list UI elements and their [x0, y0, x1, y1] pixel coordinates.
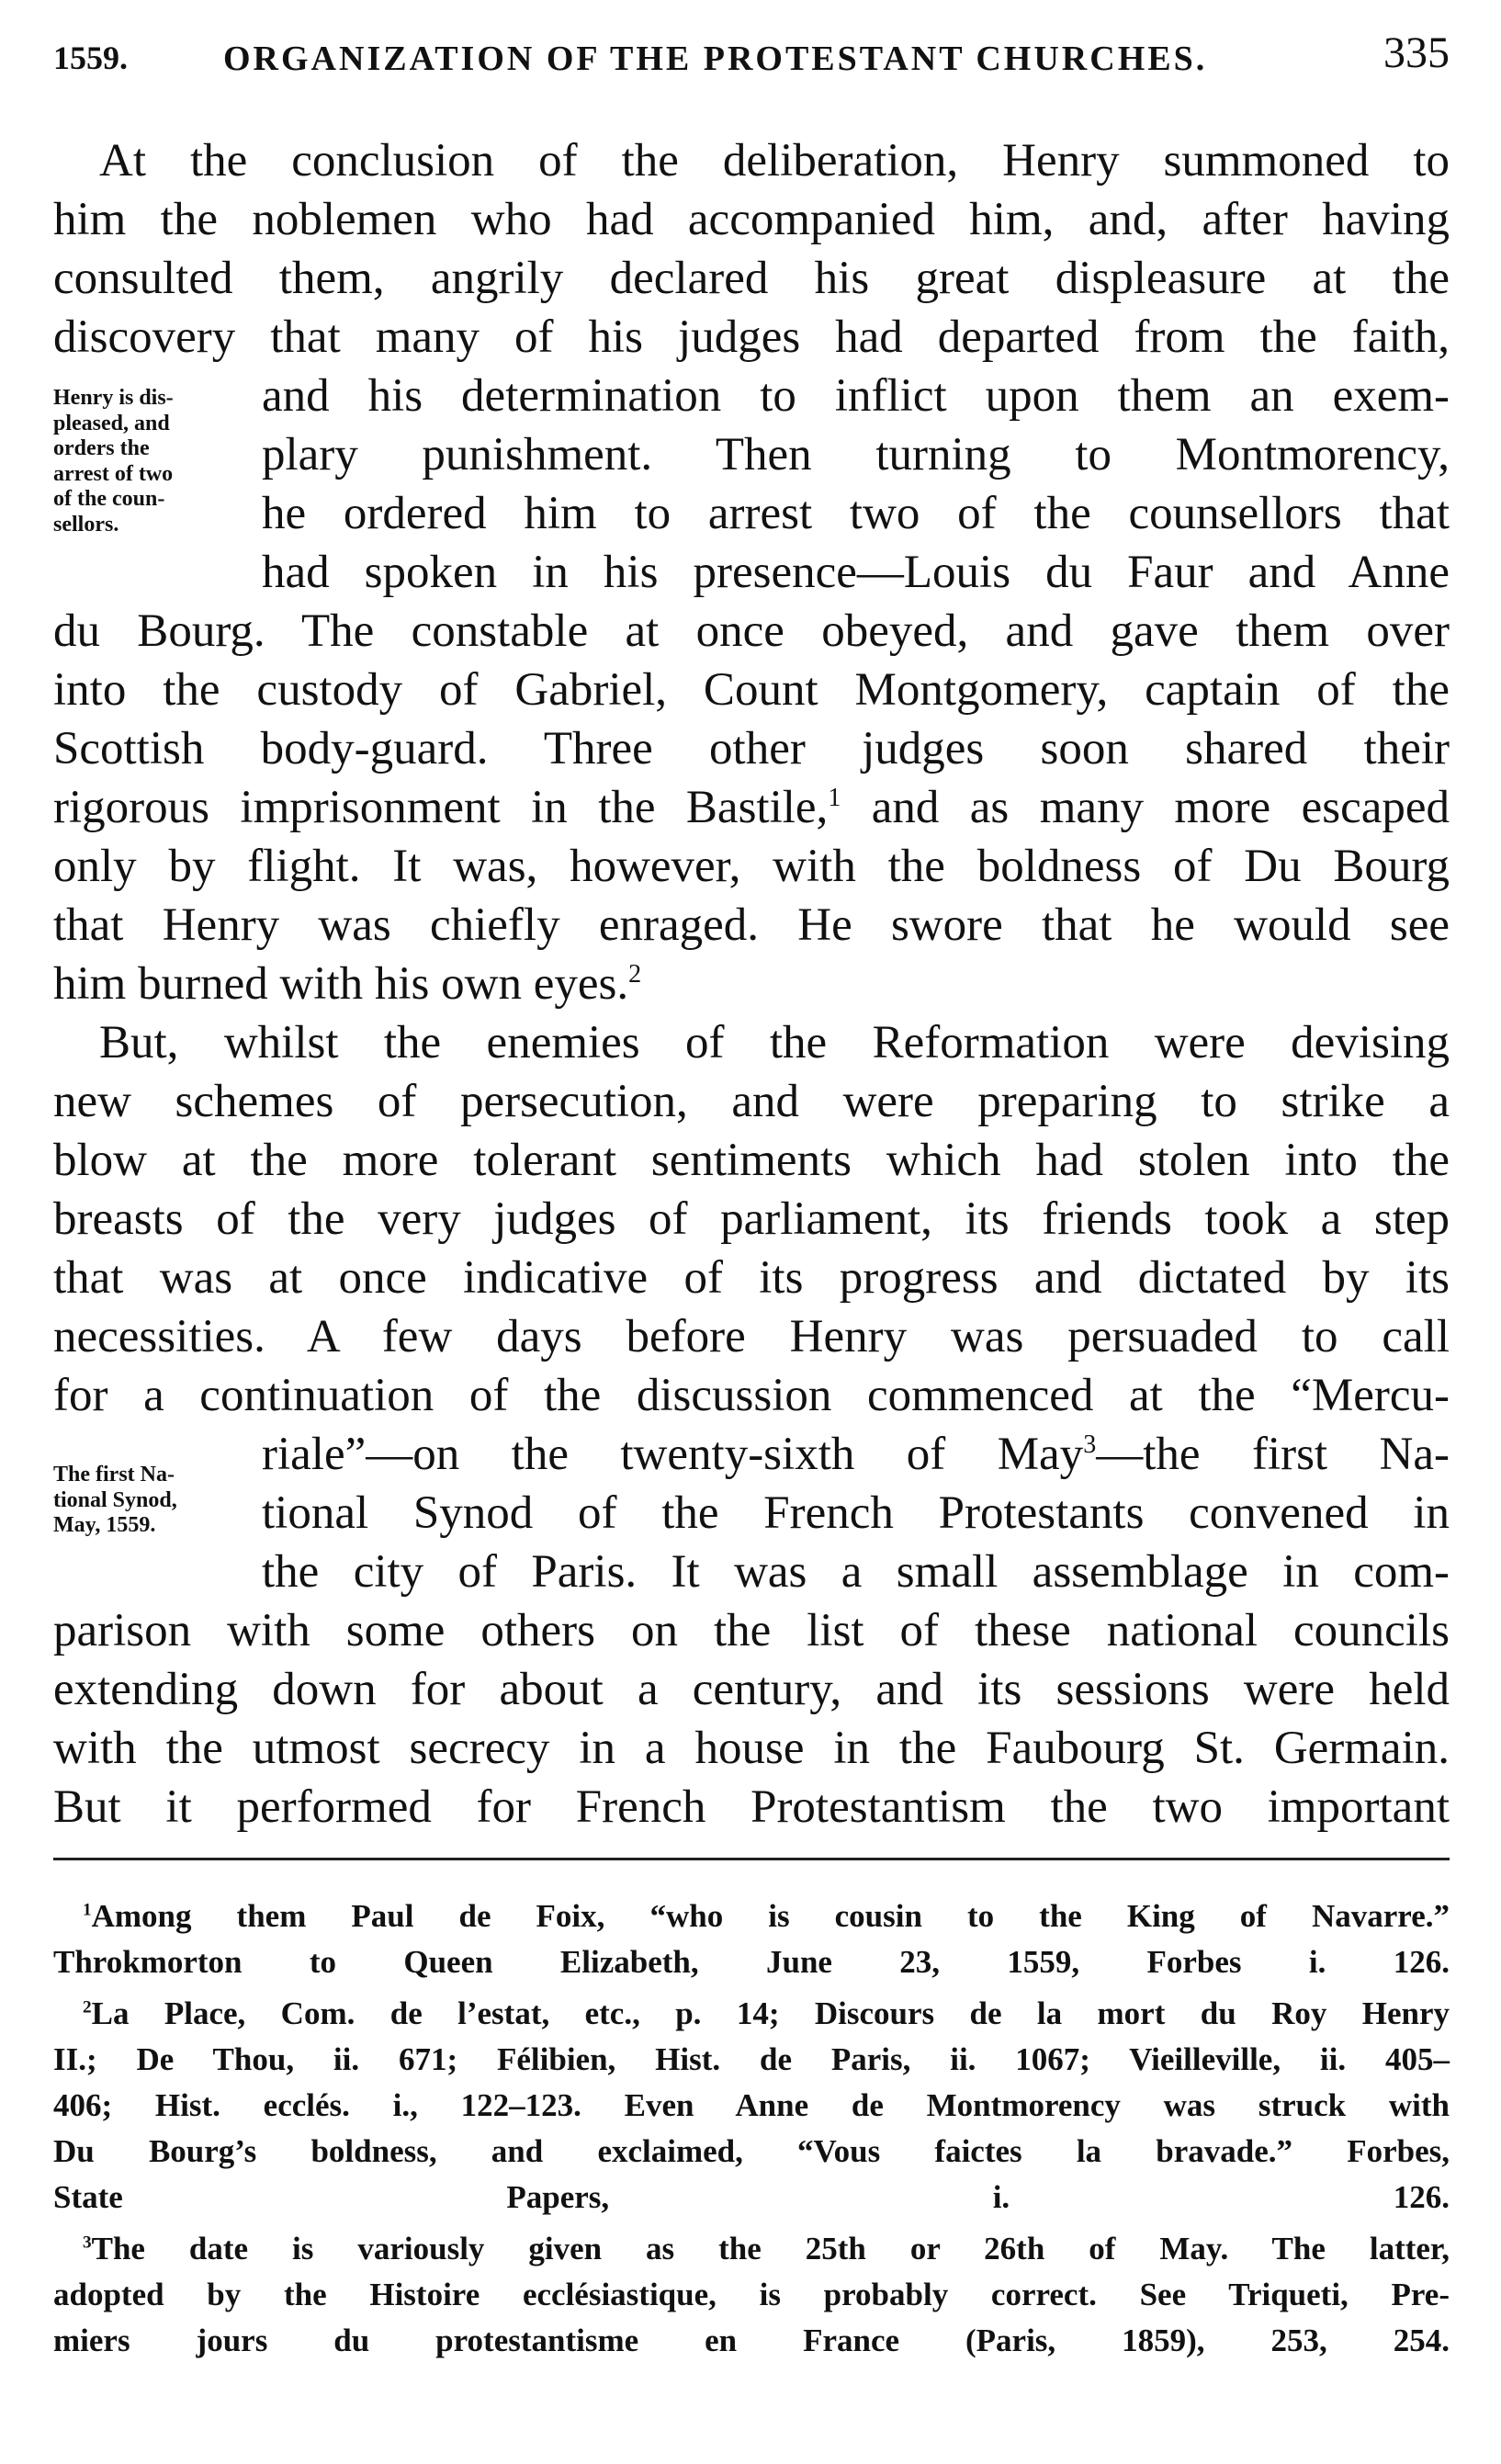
margin-note-line: arrest of two	[53, 461, 174, 486]
footnote-line	[83, 2232, 1450, 2265]
body-line: consulted them, angrily declared his great displeasure at the	[53, 253, 1450, 304]
body-line: breasts of the very judges of parliament, its friends took a step	[53, 1193, 1450, 1245]
body-line	[53, 958, 1450, 1010]
margin-note-line: pleased, and	[53, 411, 170, 435]
body-line: only by flight. It was, however, with the boldness of Du Bourg	[53, 841, 1450, 892]
margin-note	[53, 1463, 177, 1539]
body-line: that Henry was chiefly enraged. He swore that he would see	[53, 899, 1450, 951]
body-line: parison with some others on the list of these national councils	[53, 1605, 1450, 1656]
running-header	[53, 28, 1450, 83]
body-line: du Bourg. The constable at once obeyed, and gave them over	[53, 605, 1450, 657]
footnote-ref: 1	[828, 784, 841, 812]
body-line: into the custody of Gabriel, Count Montgomery, captain of the	[53, 664, 1450, 716]
footnote-text: La Place, Com. de l’estat, etc., p. 14; Discours de la mort du Roy Henry	[91, 1995, 1450, 2031]
footnote-text: Among them Paul de Foix, “who is cousin to the King of Navarre.”	[91, 1898, 1450, 1934]
body-line: blow at the more tolerant sentiments which had stolen into the	[53, 1135, 1450, 1186]
page-number: 335	[1383, 28, 1450, 77]
footnote-ref: 2	[628, 960, 642, 989]
body-line: Scottish body-guard. Three other judges soon shared their	[53, 723, 1450, 774]
body-line: discovery that many of his judges had departed from the faith,	[53, 311, 1450, 363]
body-line: tional Synod of the French Protestants convened in	[262, 1487, 1450, 1539]
body-text-run: him burned with his own eyes.	[53, 958, 629, 1010]
body-line: he ordered him to arrest two of the counsellors that	[262, 488, 1450, 539]
margin-note-line: The first Na-	[53, 1463, 175, 1486]
footnote-mark: 2	[83, 1997, 92, 2018]
footnote-mark: 1	[83, 1900, 92, 1920]
header-year: 1559.	[53, 40, 128, 76]
body-line: But it performed for French Protestantism the two important	[53, 1781, 1450, 1833]
footnote-line	[83, 1900, 1450, 1932]
footnote-line: State Papers, i. 126.	[53, 2179, 1450, 2215]
margin-note-line: of the coun-	[53, 487, 165, 512]
body-line	[53, 782, 1450, 833]
footnote-line: adopted by the Histoire ecclésiastique, is probably correct. See Triqueti, Pre-	[53, 2277, 1450, 2312]
body-line: with the utmost secrecy in a house in the Faubourg St. Germain.	[53, 1723, 1450, 1774]
margin-note-line: May, 1559.	[53, 1513, 156, 1538]
margin-note-line: orders the	[53, 436, 150, 461]
footnote-mark: 3	[83, 2232, 92, 2253]
margin-note-line: Henry is dis-	[53, 386, 174, 410]
body-text-run: and as many more escaped	[841, 782, 1450, 833]
body-line: extending down for about a century, and its sessions were held	[53, 1664, 1450, 1715]
body-line: that was at once indicative of its progress and dictated by its	[53, 1252, 1450, 1304]
body-line	[262, 1431, 1450, 1478]
footnote-line: II.; De Thou, ii. 671; Félibien, Hist. de Paris, ii. 1067; Vieilleville, ii. 405–	[53, 2041, 1450, 2077]
footnote-rule	[53, 1858, 1450, 1860]
body-line: necessities. A few days before Henry was persuaded to call	[53, 1311, 1450, 1362]
body-line: plary punishment. Then turning to Montmorency,	[262, 429, 1450, 480]
body-text-run: riale”—on the twenty-sixth of May	[262, 1429, 1084, 1480]
margin-note-line: sellors.	[53, 512, 119, 537]
footnote-line: 406; Hist. ecclés. i., 122–123. Even Anne de Montmorency was struck with	[53, 2087, 1450, 2123]
body-line: him the noblemen who had accompanied him, and, after having	[53, 194, 1450, 245]
body-line: had spoken in his presence—Louis du Faur and Anne	[262, 547, 1450, 598]
body-line: At the conclusion of the deliberation, Henry summoned to	[99, 135, 1450, 186]
footnote-line: miers jours du protestantisme en France (Paris, 1859), 253, 254.	[53, 2323, 1450, 2358]
body-text-run: —the first Na-	[1096, 1429, 1450, 1480]
body-line: the city of Paris. It was a small assemblage in com-	[262, 1546, 1450, 1598]
footnote-line: Throkmorton to Queen Elizabeth, June 23, 1559, Forbes i. 126.	[53, 1944, 1450, 1980]
header-title: ORGANIZATION OF THE PROTESTANT CHURCHES.	[223, 40, 1208, 78]
footnote-ref: 3	[1083, 1430, 1097, 1459]
footnote-line	[83, 1997, 1450, 2029]
body-line: But, whilst the enemies of the Reformation were devising	[99, 1017, 1450, 1068]
body-line: for a continuation of the discussion commenced at the “Mercu-	[53, 1370, 1450, 1421]
footnote-line: Du Bourg’s boldness, and exclaimed, “Vous faictes la bravade.” Forbes,	[53, 2133, 1450, 2169]
margin-note	[53, 386, 174, 538]
body-line: and his determination to inflict upon them an exem-	[262, 370, 1450, 422]
body-line: new schemes of persecution, and were preparing to strike a	[53, 1076, 1450, 1127]
margin-note-line: tional Synod,	[53, 1487, 177, 1512]
body-text-run: rigorous imprisonment in the Bastile,	[53, 782, 829, 833]
footnote-text: The date is variously given as the 25th or 26th of May. The latter,	[91, 2231, 1450, 2266]
